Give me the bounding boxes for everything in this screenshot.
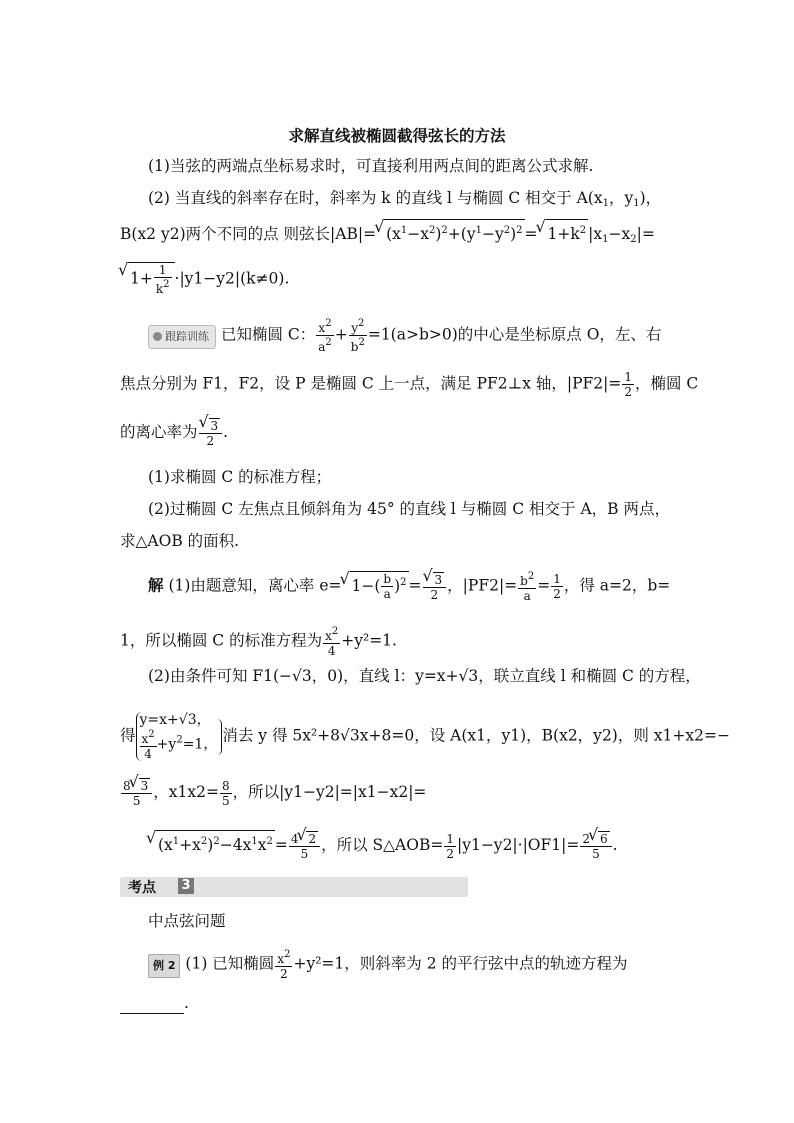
kaodian-bar	[120, 877, 468, 897]
method-item-1: (1)当弦的两端点坐标易求时，可直接利用两点间的距离公式求解.	[148, 157, 594, 175]
solution-part-1: 解 (1)由题意知，离心率 e=√ 1−( $\frac{b}{a}$ )$^2$ = √ $\frac{3}{2}$ ，|PF2|= $\frac{b^2}{a}$ = $\frac{1}{2}$ ，得 a=2，b=	[148, 570, 704, 603]
answer-blank[interactable]	[120, 999, 184, 1014]
answer-blank-line: .	[120, 992, 676, 1014]
kaodian-number: 3	[178, 878, 194, 894]
chord-sqrt: √ $(x^1-x^2)^2+(y^1-y^2)^2$	[384, 219, 524, 245]
example-2: 例 2 (1) 已知椭圆 $\frac{x^2}{2}$ +y²=1，则斜率为 2 的平行弦中点的轨迹方程为	[148, 948, 704, 981]
pencil-icon	[153, 332, 162, 341]
follow-practice-line-3: 的离心率为 √ $\frac{3}{2}$ .	[120, 418, 676, 448]
solution-sums: $\frac{8√ 3}{5}$ ，x1x2= $\frac{8}{5}$ ，所以|y1−y2|=|x1−x2|=	[120, 778, 676, 808]
section-heading: 中点弦问题	[148, 912, 226, 930]
method-item-2: (2) 当直线的斜率存在时，斜率为 k 的直线 l 与椭圆 C 相交于 $A(x_1$，$y_1$)，	[148, 189, 662, 209]
kaodian-label: 考点	[128, 880, 156, 896]
method-item-2-line-2: B(x2 y2)两个不同的点 则弦长|AB|=√ $(x^1-x^2)^2+(y^1-y^2)^2$ =√ $1+k^2$ $|x_1-x_2|=$	[120, 219, 676, 251]
example-badge: 例 2	[148, 954, 180, 978]
solution-part-2: (2)由条件可知 F1(−√3，0)，直线 l：y=x+√3，联立直线 l 和椭圆 C 的方程，	[148, 667, 701, 685]
sub-question-2-cont: 求△AOB 的面积.	[120, 532, 240, 550]
sub-question-2: (2)过椭圆 C 左焦点且倾斜角为 45° 的直线 l 与椭圆 C 相交于 A，B 两点，	[148, 500, 670, 518]
follow-practice-badge: 跟踪训练	[148, 325, 216, 349]
follow-practice-question: 跟踪训练 已知椭圆 C： $\frac{x^2}{a^2}$ + $\frac{y^2}{b^2}$ =1(a>b>0)的中心是坐标原点 O，左、右	[148, 317, 704, 354]
page-title: 求解直线被椭圆截得弦长的方法	[288, 126, 506, 145]
solution-system: 得y=x+√3， $\frac{x^2}{4}$ $+y^2=1$， 消去 y 得 5x²+8√3x+8=0，设 A(x1，y1)，B(x2，y2)，则 x1+x2=−	[120, 712, 730, 761]
method-item-2-line-3: √ 1+ $\frac{1}{k^2}$ ·|y1−y2|(k≠0).	[120, 262, 676, 296]
sub-question-1: (1)求椭圆 C 的标准方程；	[148, 468, 332, 486]
follow-practice-line-2: 焦点分别为 F1，F2，设 P 是椭圆 C 上一点，满足 PF2⊥x 轴，|PF2|= $\frac{1}{2}$ ，椭圆 C	[120, 370, 699, 399]
solution-area: √ $(x^1+x^2)^2-4x^1x^2$ = $\frac{4√ 2}{5}$ ，所以 S△AOB= $\frac{1}{2}$ |y1−y2|·|OF1|= $\frac{2√ 6}{5}$ .	[148, 830, 704, 861]
solution-part-1-cont: 1，所以椭圆 C 的标准方程为 $\frac{x^2}{4}$ +y²=1.	[120, 626, 397, 658]
